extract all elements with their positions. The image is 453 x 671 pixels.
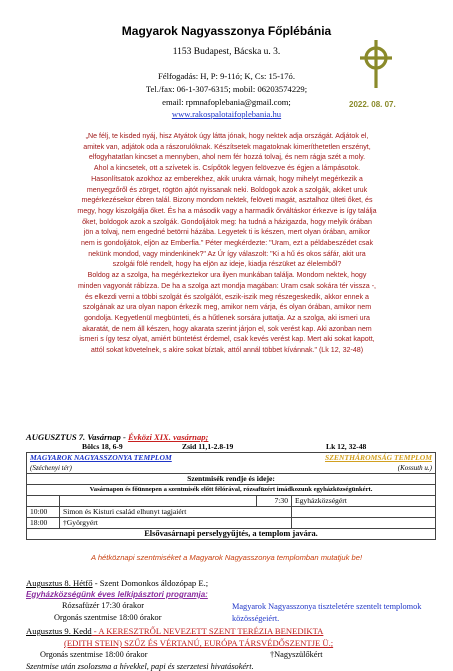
right-mass-intention: Egyházközségért <box>292 496 436 507</box>
quote-line: megérkezésekor ébren talál. Bizony mondom nektek, felöveti magát, asztalhoz ülteti őket, és <box>81 196 373 205</box>
quote-line: akaratát, de nem áll készen, hogy akarata szerint járjon el, sok verést kap. Aki azonban nem <box>82 324 372 333</box>
tuesday-date: Augusztus 9. Kedd <box>26 626 92 636</box>
quote-line: attól sokat követelnek, s akire sokat bíztak, attól annál többet kívánnak." (Lk 12, 32-48) <box>90 346 364 355</box>
tuesday-intention: †Nagyszülőkért <box>270 650 323 659</box>
collection-notice: Elsővasárnapi perselygyűjtés, a templom javára. <box>27 529 436 540</box>
left-mass-time: 18:00 <box>27 518 60 529</box>
church-left-location: (Széchenyi tér) <box>30 464 72 472</box>
quote-line: Ahol a kincsetek, ott a szívetek is. Csípőtök legyen felövezve és égjen a lámpásotok. <box>93 164 361 173</box>
second-reading: Zsid 11,1-2.8-19 <box>182 442 234 451</box>
tuesday-heading <box>26 626 446 636</box>
sunday-heading <box>26 432 208 442</box>
monday-date: Augusztus 8. Hétfő <box>26 578 93 588</box>
quote-line: gondolja. Kegyetlenül megbünteti, és a hűtlenek sorsára juttatja. Az a szolga, aki ismeri ura <box>84 313 370 322</box>
table-row <box>27 453 436 474</box>
tuesday-feast: - A KERESZTRŐL NEVEZETT SZENT TERÉZIA BENEDIKTA <box>91 626 324 636</box>
quote-line: Boldog az a szolga, ha megérkeztekor ura ilyen munkában találja. Mondom nektek, hogy <box>87 271 367 280</box>
quote-line: nem is gondoljátok, eljön az Emberfia." Péter megkérdezte: "Uram, ezt a példabeszédet csak <box>80 239 374 248</box>
monday-heading <box>26 578 208 588</box>
first-reading: Bölcs 18, 6-9 <box>82 442 123 451</box>
tuesday-mass: Orgonás szentmise 18:00 órakor <box>40 650 148 659</box>
email-line: email: rpmnafoplebania@gmail.com; <box>162 97 291 107</box>
monday-side-note: Magyarok Nagyasszonya tiszteletére szentelt templomok közösségeiért. <box>232 602 422 623</box>
church-left-name: MAGYAROK NAGYASSZONYA TEMPLOM <box>30 453 172 462</box>
gospel-quote <box>12 131 442 356</box>
church-right-location: (Kossuth u.) <box>397 464 432 472</box>
quote-line: elfogyhatatlan kincset a mennyben, ahol nem fér hozzá tolvaj, és nem rágja szét a moly. <box>88 153 366 162</box>
office-hours: Félfogadás: H, P: 9-11ó; K, Cs: 15-17ó. <box>158 71 295 81</box>
monday-program-title: Egyházközségünk éves lelkipásztori programja: <box>26 590 208 599</box>
quote-line: jön a tolvaj, nem engedné betörni házába. Legyetek ti is készen, mert olyan órában, amikor <box>83 228 371 237</box>
monday-rosary: Rózsafüzér 17:30 órakor <box>62 601 145 610</box>
right-mass-time: 7:30 <box>257 496 292 507</box>
sunday-schedule-table <box>26 452 436 540</box>
monday-mass: Orgonás szentmise 18:00 órakor <box>54 613 162 622</box>
table-row <box>27 496 436 507</box>
quote-line: ismeri s így tesz olyat, amiért büntetést érdemel, csak kevés verést kap. Mert aki sokat kapott, <box>79 335 375 344</box>
quote-line: és elkezdi verni a többi szolgát és szolgálót, eszik-iszik meg részegeskedik, akkor ennek a <box>85 292 369 301</box>
monday-feast: - Szent Domonkos áldozópap E.; <box>92 578 209 588</box>
sunday-date: AUGUSZTUS 7. Vasárnap - <box>26 432 128 442</box>
table-row <box>27 518 436 529</box>
quote-line: „Ne félj, te kisded nyáj, hisz Atyátok úgy látta jónak, hogy nektek adja országát. Adjátok el, <box>85 132 369 140</box>
left-mass-intention: †Györgyért <box>60 518 292 529</box>
quote-line: Hasonlítsatok azokhoz az emberekhez, akik urukra várnak, hogy mihelyt megérkezik a <box>91 174 363 183</box>
parish-name: Magyarok Nagyasszonya Főplébánia <box>121 24 332 38</box>
quote-line: nekünk mondod, vagy mindenkinek?" Az Úr így válaszolt: "Ki a hű és okos sáfár, akit ura <box>88 249 366 258</box>
church-right-name: SZENTHÁROMSÁG TEMPLOM <box>325 453 432 462</box>
phone-line: Tel./fax: 06-1-307-6315; mobil: 06203574229; <box>145 84 308 94</box>
table-row <box>27 507 436 518</box>
quote-line: minden vagyonát rábízza. De ha a szolga azt mondja magában: Uram csak sokára tér vissza -, <box>77 281 377 290</box>
rosary-notice: Vasárnapon és főünnepen a szentmisék előtt félórával, rózsafüzért imádkozunk egyházközségünkért. <box>27 485 436 496</box>
quote-line: szolgának az ura olyan napon érkezik meg, amikor nem várja, és olyan órában, amikor nem <box>82 303 372 312</box>
quote-line: szolgái fölé rendelt, hogy ha eljön az ideje, kiadja részüket az élelemből? <box>112 260 342 269</box>
bulletin-date: 2022. 08. 07. <box>349 100 396 109</box>
website-link[interactable]: www.rakospalotaifoplebania.hu <box>171 109 282 119</box>
quote-line: megy, hogy kiszolgálja őket. És ha a második vagy a harmadik őrváltáskor érkezve is így találja <box>77 206 377 215</box>
sunday-feast: Évközi XIX. vasárnap; <box>127 432 209 442</box>
table-row <box>27 474 436 485</box>
mass-order-title: Szentmisék rendje és ideje: <box>27 474 436 485</box>
quote-line: őket, boldogok azok a szolgák. Gondoljátok meg: ha tudná a házigazda, hogy melyik órában <box>82 217 372 226</box>
tuesday-feast-line-2: (EDITH STEIN) SZŰZ ÉS VÉRTANÚ, EURÓPA TÁRSVÉDŐSZENTJE Ü.; <box>64 638 334 648</box>
left-mass-intention: Simon és Kisturi család elhunyt tagjaiért <box>60 507 292 518</box>
quote-line: menyegzőről és zörget, rögtön ajtót nyissanak neki. Boldogok azok a szolgák, akiket uruk <box>86 185 368 194</box>
table-row <box>27 529 436 540</box>
weekday-mass-note: A hétköznapi szentmiséket a Magyarok Nagyasszonya templomban mutatjuk be! <box>90 553 363 562</box>
quote-line: amitek van, adjátok oda a rászorulóknak. Készítsetek magatoknak kimeríthetetlen erszényt, <box>83 142 371 151</box>
tuesday-footer: Szentmise után zsolozsma a hívekkel, papi és szerzetesi hivatásokért. <box>26 662 254 671</box>
parish-address: 1153 Budapest, Bácska u. 3. <box>172 47 281 57</box>
gospel-reading: Lk 12, 32-48 <box>326 442 367 451</box>
left-mass-time: 10:00 <box>27 507 60 518</box>
table-row <box>27 485 436 496</box>
